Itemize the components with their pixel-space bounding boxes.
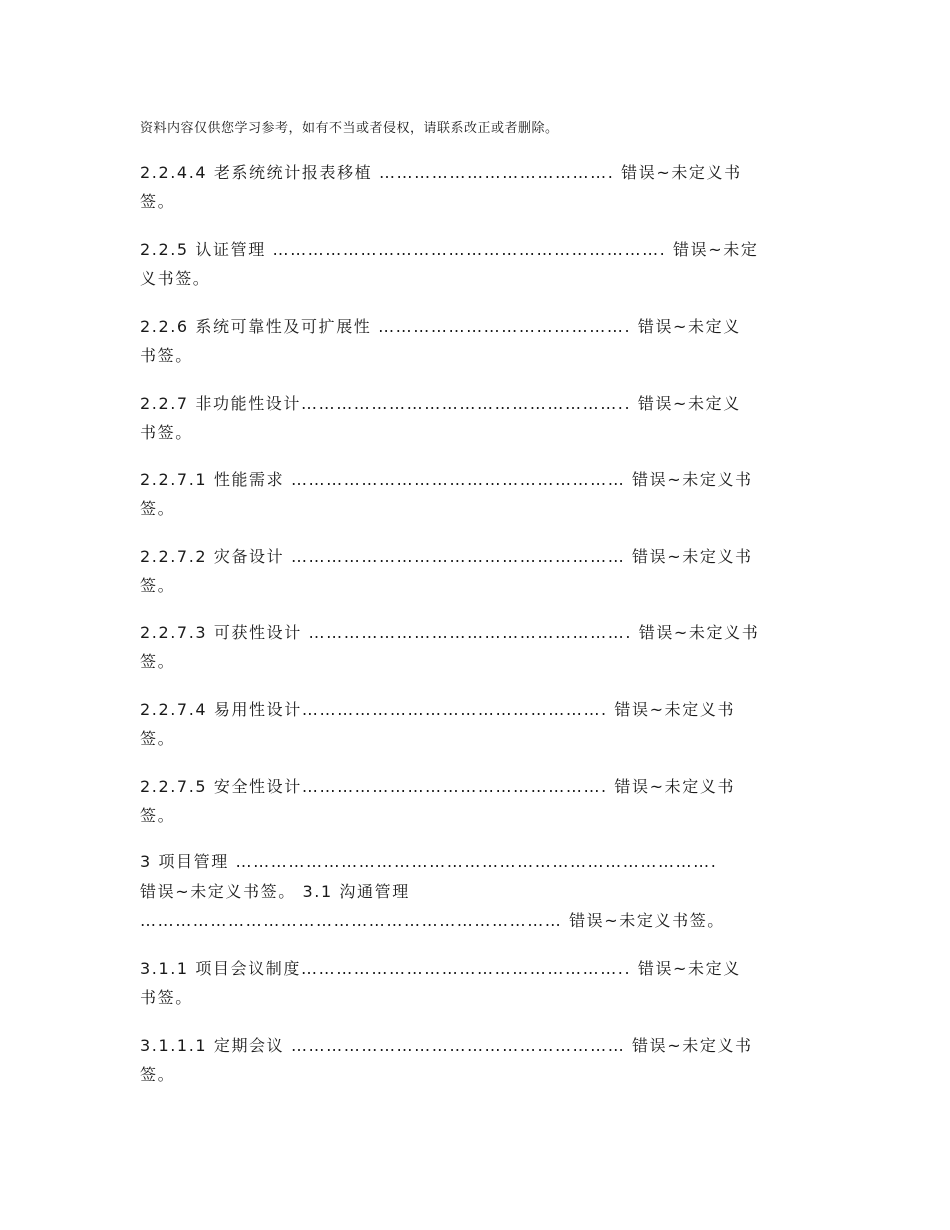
toc-entry-2-2-6-cont: 书签。: [140, 346, 193, 365]
toc-entry-2-2-5[interactable]: 2.2.5 认证管理 …………………………………………………………. 错误~未定: [140, 240, 759, 259]
toc-entry-2-2-4-4[interactable]: 2.2.4.4 老系统统计报表移植 …………………………………. 错误~未定义书: [140, 163, 742, 182]
toc-entry-2-2-7-4[interactable]: 2.2.7.4 易用性设计……………………………………………. 错误~未定义书: [140, 700, 736, 719]
toc-entry-3-1-1-1-cont: 签。: [140, 1065, 176, 1084]
toc-entry-3-1-1-1[interactable]: 3.1.1.1 定期会议 ………………………………………………… 错误~未定义书: [140, 1036, 753, 1055]
toc-entry-2-2-7-3[interactable]: 2.2.7.3 可获性设计 ………………………………………………. 错误~未定义书: [140, 623, 760, 642]
toc-entry-2-2-7-cont: 书签。: [140, 423, 193, 442]
page-header-disclaimer: 资料内容仅供您学习参考，如有不当或者侵权，请联系改正或者删除。: [140, 121, 559, 136]
toc-entry-2-2-4-4-cont: 签。: [140, 192, 176, 211]
toc-entry-3-1-1-cont: 书签。: [140, 988, 193, 1007]
toc-entry-3-1-cont: ……………………………………………………………… 错误~未定义书签。: [140, 911, 725, 930]
toc-entry-3-cont-3-1[interactable]: 错误~未定义书签。 3.1 沟通管理: [140, 882, 410, 901]
toc-entry-2-2-7-5[interactable]: 2.2.7.5 安全性设计……………………………………………. 错误~未定义书: [140, 777, 736, 796]
toc-entry-2-2-7[interactable]: 2.2.7 非功能性设计……………………………………………….. 错误~未定义: [140, 394, 741, 413]
toc-entry-2-2-7-5-cont: 签。: [140, 806, 176, 825]
toc-entry-2-2-7-2-cont: 签。: [140, 576, 176, 595]
toc-entry-2-2-5-cont: 义书签。: [140, 269, 211, 288]
toc-entry-2-2-7-3-cont: 签。: [140, 652, 176, 671]
toc-entry-3[interactable]: 3 项目管理 ……………………………………………………………………….: [140, 852, 718, 871]
toc-entry-2-2-7-1-cont: 签。: [140, 499, 176, 518]
toc-entry-2-2-7-2[interactable]: 2.2.7.2 灾备设计 ………………………………………………… 错误~未定义书: [140, 547, 753, 566]
toc-entry-2-2-7-1[interactable]: 2.2.7.1 性能需求 ………………………………………………… 错误~未定义书: [140, 470, 753, 489]
toc-entry-2-2-6[interactable]: 2.2.6 系统可靠性及可扩展性 ……………………………………. 错误~未定义: [140, 317, 741, 336]
toc-entry-3-1-1[interactable]: 3.1.1 项目会议制度……………………………………………….. 错误~未定义: [140, 959, 741, 978]
toc-entry-2-2-7-4-cont: 签。: [140, 729, 176, 748]
